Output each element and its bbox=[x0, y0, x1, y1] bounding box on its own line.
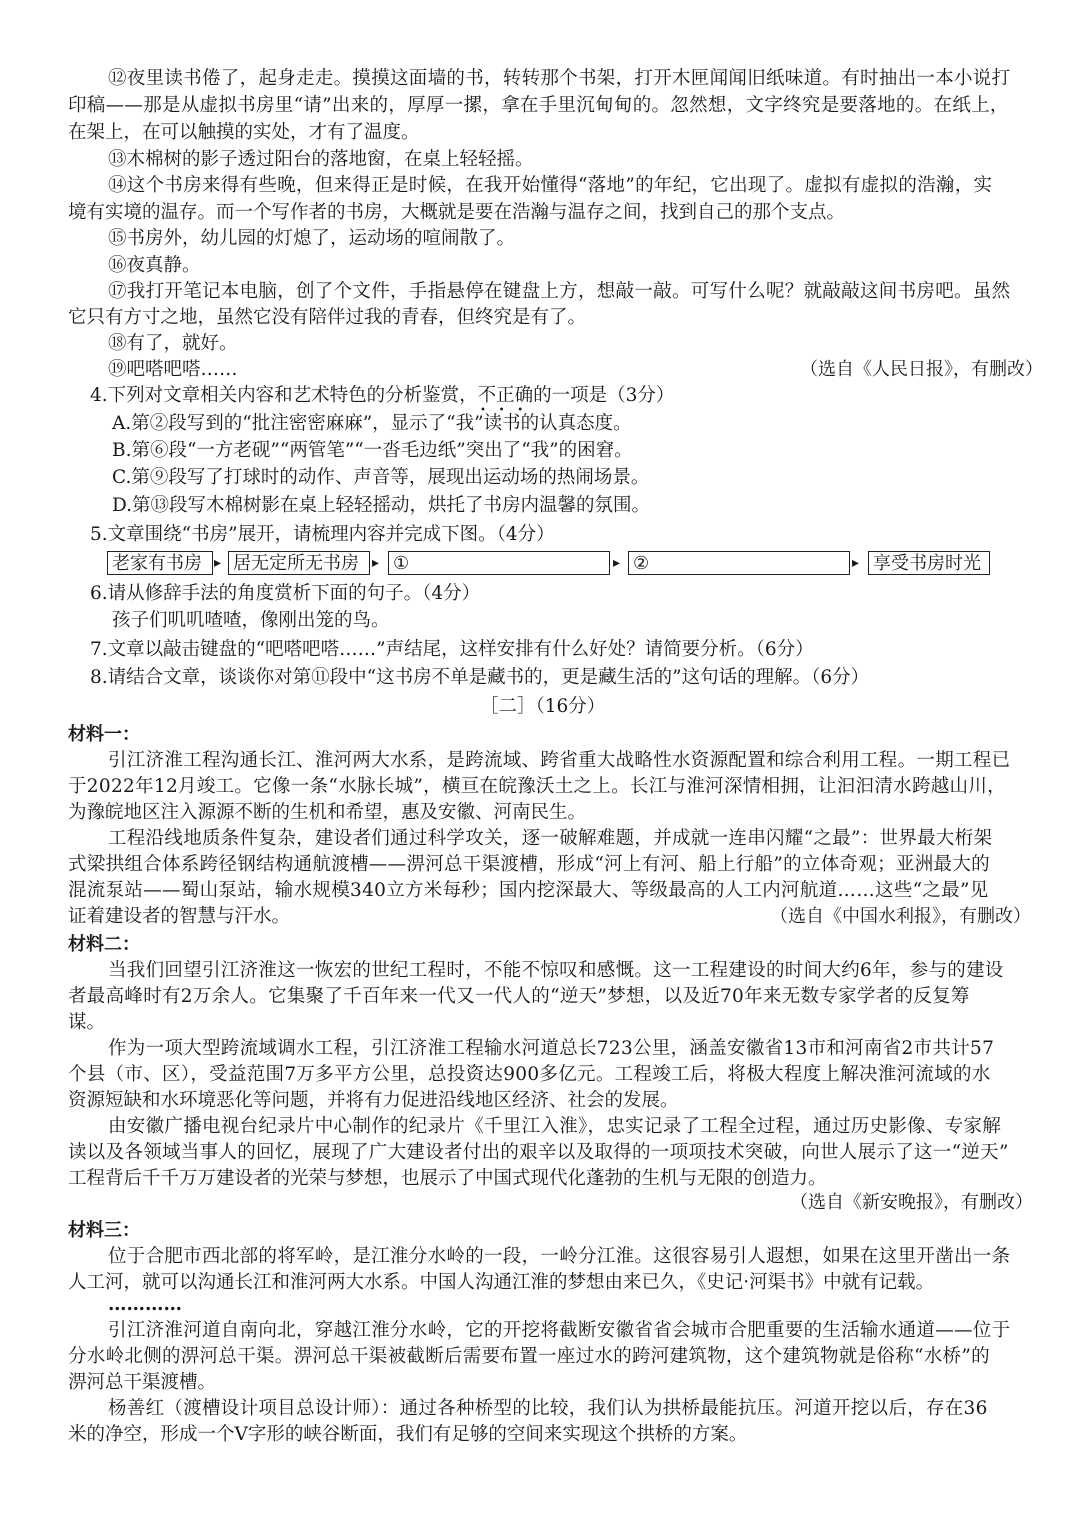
arrow-right-icon: ▸ bbox=[852, 555, 860, 571]
question-4-stem: 4.下列对文章相关内容和艺术特色的分析鉴赏，不正确的一项是（3分） bbox=[90, 385, 675, 406]
flow-step-5: 享受书房时光 bbox=[868, 551, 990, 575]
paragraph-13: ⑬木棉树的影子透过阳台的落地窗，在桌上轻轻摇。 bbox=[108, 149, 534, 170]
flow-step-3-label: ① bbox=[393, 553, 410, 574]
paragraph-12-line-1: ⑫夜里读书倦了，起身走走。摸摸这面墙的书，转转那个书架，打开木匣闻闻旧纸味道。有时抽出一本小说打 bbox=[108, 68, 1011, 89]
source-citation-2: （选自《中国水利报》，有删改） bbox=[770, 906, 1031, 927]
question-6-stem: 6.请从修辞手法的角度赏析下面的句子。（4分） bbox=[90, 583, 481, 604]
paragraph-14-line-1: ⑭这个书房来得有些晚，但来得正是时候，在我开始懂得“落地”的年纪，它出现了。虚拟有虚拟的浩瀚，实 bbox=[108, 175, 993, 196]
material-3-line: 引江济淮河道自南向北，穿越江淮分水岭，它的开挖将截断安徽省省会城市合肥重要的生活输水通道——位于 bbox=[108, 1320, 1011, 1341]
material-2-line: 者最高峰时有2万余人。它集聚了千百年来一代又一代人的“逆天”梦想，以及近70年来无数专家学者的反复筹 bbox=[68, 986, 970, 1007]
paragraph-17-line-1: ⑰我打开笔记本电脑，创了个文件，手指悬停在键盘上方，想敲一敲。可写什么呢？就敲敲这间书房吧。虽然 bbox=[108, 281, 1011, 302]
question-4-option-d: D.第⑬段写木棉树影在桌上轻轻摇动，烘托了书房内温馨的氛围。 bbox=[112, 495, 651, 516]
question-4-option-a: A.第②段写到的“批注密密麻麻”，显示了“我”读书的认真态度。 bbox=[112, 413, 632, 434]
arrow-right-icon: ▸ bbox=[372, 555, 380, 571]
material-1-line: 式梁拱组合体系跨径钢结构通航渡槽——淠河总干渠渡槽，形成“河上有河、船上行船”的立体奇观；亚洲最大的 bbox=[68, 854, 990, 875]
material-2-line: 由安徽广播电视台纪录片中心制作的纪录片《千里江入淮》，忠实记录了工程全过程，通过历史影像、专家解 bbox=[108, 1116, 1002, 1137]
source-citation-3: （选自《新安晚报》，有删改） bbox=[790, 1192, 1033, 1213]
material-1-line: 引江济淮工程沟通长江、淮河两大水系，是跨流域、跨省重大战略性水资源配置和综合利用工程。一期工程已 bbox=[108, 750, 1011, 771]
material-2-line: 资源短缺和水环境恶化等问题，并将有力促进沿线地区经济、社会的发展。 bbox=[68, 1090, 679, 1111]
paragraph-19: ⑲吧嗒吧嗒…… bbox=[108, 359, 238, 380]
paragraph-12-line-2: 印稿——那是从虚拟书房里“请”出来的，厚厚一摞，拿在手里沉甸甸的。忽然想，文字终究是要落地的。在纸上， bbox=[68, 95, 1009, 116]
material-2-line: 谋。 bbox=[68, 1012, 106, 1033]
material-2-title: 材料二： bbox=[68, 934, 140, 955]
paragraph-12-line-3: 在架上，在可以触摸的实处，才有了温度。 bbox=[68, 122, 420, 143]
material-3-line: 杨善红（渡槽设计项目总设计师）：通过各种桥型的比较，我们认为拱桥最能抗压。河道开挖以后，存在36 bbox=[108, 1398, 988, 1419]
flow-step-1: 老家有书房 bbox=[107, 551, 213, 575]
paragraph-18: ⑱有了，就好。 bbox=[108, 333, 238, 354]
emphasis-dots: • • • bbox=[480, 405, 524, 416]
material-3-line: 淠河总干渠渡槽。 bbox=[68, 1372, 217, 1393]
material-1-line: 于2022年12月竣工。它像一条“水脉长城”，横亘在皖豫沃土之上。长江与淮河深情相拥，让汩汩清水跨越山川， bbox=[68, 776, 1006, 797]
paragraph-14-line-2: 境有实境的温存。而一个写作者的书房，大概就是要在浩瀚与温存之间，找到自己的那个支点。 bbox=[68, 202, 846, 223]
material-1-line: 混流泵站——蜀山泵站，输水规模340立方米每秒；国内挖深最大、等级最高的人工内河航道……这些“之最”见 bbox=[68, 880, 989, 901]
question-5-stem: 5.文章围绕“书房”展开，请梳理内容并完成下图。（4分） bbox=[90, 524, 555, 545]
question-7: 7.文章以敲击键盘的“吧嗒吧嗒……”声结尾，这样安排有什么好处？请简要分析。（6分） bbox=[90, 639, 814, 660]
arrow-right-icon: ▸ bbox=[613, 555, 621, 571]
question-4-option-c: C.第⑨段写了打球时的动作、声音等，展现出运动场的热闹场景。 bbox=[112, 467, 650, 488]
section-2-heading: ［二］（16分） bbox=[480, 696, 606, 717]
material-2-line: 读以及各领域当事人的回忆，展现了广大建设者付出的艰辛以及取得的一项项技术突破，向世人展示了这一“逆天” bbox=[68, 1142, 1009, 1163]
material-1-line: 工程沿线地质条件复杂，建设者们通过科学攻关，逐一破解难题，并成就一连串闪耀“之最”：世界最大桁架 bbox=[108, 828, 993, 849]
material-3-line: 人工河，就可以沟通长江和淮河两大水系。中国人沟通江淮的梦想由来已久，《史记·河渠书》中就有记载。 bbox=[68, 1272, 935, 1293]
flow-step-3-blank bbox=[388, 551, 610, 575]
material-2-line: 个县（市、区），受益范围7万多平方公里，总投资达900多亿元。工程竣工后，将极大程度上解决淮河流域的水 bbox=[68, 1064, 991, 1085]
material-3-ellipsis: ………… bbox=[108, 1294, 182, 1315]
flow-step-4-label: ② bbox=[633, 553, 650, 574]
question-6-quote: 孩子们叽叽喳喳，像刚出笼的鸟。 bbox=[112, 610, 390, 631]
material-2-line: 当我们回望引江济淮这一恢宏的世纪工程时，不能不惊叹和感慨。这一工程建设的时间大约6年，参与的建设 bbox=[108, 960, 1004, 981]
flow-step-2: 居无定所无书房 bbox=[228, 551, 370, 575]
material-1-line: 证着建设者的智慧与汗水。 bbox=[68, 906, 291, 927]
material-2-line: 工程背后千千万万建设者的光荣与梦想，也展示了中国式现代化蓬勃的生机与无限的创造力。 bbox=[68, 1168, 827, 1189]
material-3-title: 材料三： bbox=[68, 1220, 140, 1241]
arrow-right-icon: ▸ bbox=[214, 555, 222, 571]
material-3-line: 米的净空，形成一个V字形的峡谷断面，我们有足够的空间来实现这个拱桥的方案。 bbox=[68, 1424, 748, 1445]
source-citation-1: （选自《人民日报》，有删改） bbox=[800, 359, 1043, 380]
question-8: 8.请结合文章，谈谈你对第⑪段中“这书房不单是藏书的，更是藏生活的”这句话的理解。（6分） bbox=[90, 667, 870, 688]
question-4-option-b: B.第⑥段“一方老砚”“两管笔”“一沓毛边纸”突出了“我”的困窘。 bbox=[112, 440, 633, 461]
paragraph-17-line-2: 它只有方寸之地，虽然它没有陪伴过我的青春，但终究是有了。 bbox=[68, 307, 587, 328]
material-1-title: 材料一： bbox=[68, 724, 140, 745]
material-3-line: 位于合肥市西北部的将军岭，是江淮分水岭的一段，一岭分江淮。这很容易引人遐想，如果在这里开凿出一条 bbox=[108, 1246, 1011, 1267]
material-3-line: 分水岭北侧的淠河总干渠。淠河总干渠被截断后需要布置一座过水的跨河建筑物，这个建筑物就是俗称“水桥”的 bbox=[68, 1346, 990, 1367]
paragraph-16: ⑯夜真静。 bbox=[108, 255, 201, 276]
flow-step-4-blank bbox=[628, 551, 850, 575]
material-2-line: 作为一项大型跨流域调水工程，引江济淮工程输水河道总长723公里，涵盖安徽省13市和河南省2市共计57 bbox=[108, 1038, 995, 1059]
paragraph-15: ⑮书房外，幼儿园的灯熄了，运动场的喧闹散了。 bbox=[108, 228, 516, 249]
material-1-line: 为豫皖地区注入源源不断的生机和希望，惠及安徽、河南民生。 bbox=[68, 802, 587, 823]
